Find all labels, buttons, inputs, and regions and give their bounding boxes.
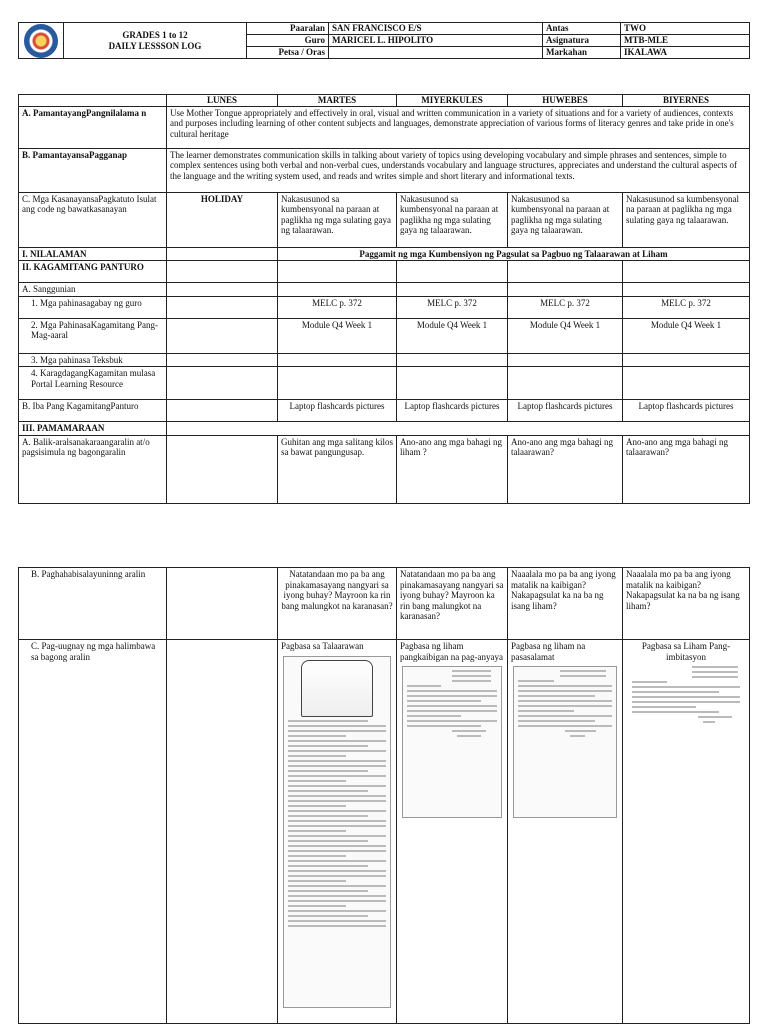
liham-imbitasyon-title: Pagbasa sa Liham Pang-imbitasyon (641, 641, 731, 662)
empty-cell (278, 367, 397, 400)
competency-miyerkules: Nakasusunod sa kumbensyonal na paraan at paglikha ng mga sulating gaya ng talaarawan. (397, 192, 508, 247)
empty-cell (397, 283, 508, 297)
pamamaraan-label: III. PAMAMARAAN (19, 422, 167, 436)
materials-martes: Laptop flashcards pictures (278, 400, 397, 422)
empty-cell (397, 261, 508, 283)
performance-standard-text: The learner demonstrates communication skills in talking about variety of topics using developing vocabulary and simple phrases and sentences, simple to complex sentences using both verbal and non-verbal cues, understands vocabulary and language structures, appreciates and understand the cultural aspects of the language and the writing system used, and reads and writes simple and short literary and informational texts. (167, 148, 750, 192)
title-line-1: GRADES 1 to 12 (122, 29, 188, 40)
balik-aral-biyernes: Ano-ano ang mga bahagi ng talaarawan? (623, 435, 750, 503)
petsa-label: Petsa / Oras (247, 47, 329, 59)
empty-cell (278, 353, 397, 367)
header-table (18, 22, 750, 59)
competency-biyernes: Nakasusunod sa kumbensyonal na paraan at paglikha ng mga sulating gaya ng talaarawan. (623, 192, 750, 247)
balik-aral-miyerkules: Ano-ano ang mga bahagi ng liham ? (397, 435, 508, 503)
day-header-huwebes: HUWEBES (508, 95, 623, 107)
corner-cell (19, 95, 167, 107)
asignatura-value: MTB-MLE (621, 35, 750, 47)
paghahabi-miyerkules: Natatandaan mo pa ba ang pinakamasayang nangyari sa iyong buhay? Mayroon ka rin bang malungkot na karanasan? (397, 568, 508, 640)
empty-cell (623, 353, 750, 367)
asignatura-label: Asignatura (543, 35, 621, 47)
day-header-miyerkules: MIYERKULES (397, 95, 508, 107)
empty-cell (397, 367, 508, 400)
pag-uugnay-biyernes (623, 640, 750, 1024)
nilalaman-lunes (167, 247, 278, 261)
melc-miyerkules: MELC p. 372 (397, 296, 508, 318)
pag-uugnay-martes (278, 640, 397, 1024)
empty-cell (508, 353, 623, 367)
guro-label: Guro (247, 35, 329, 47)
markahan-value: IKALAWA (621, 47, 750, 59)
melc-martes: MELC p. 372 (278, 296, 397, 318)
liham-paanyaya-title: Pagbasa ng liham pangkaibigan na pag-anyaya (400, 641, 503, 662)
diary-sample-image (283, 656, 391, 1008)
pag-uugnay-label: C. Pag-uugnay ng mga halimbawa sa bagong aralin (19, 640, 167, 1024)
student-drawing-icon (301, 660, 373, 717)
melc-biyernes: MELC p. 372 (623, 296, 750, 318)
empty-cell (167, 568, 278, 640)
markahan-label: Markahan (543, 47, 621, 59)
empty-cell (167, 367, 278, 400)
holiday-cell: HOLIDAY (167, 192, 278, 247)
day-header-biyernes: BIYERNES (623, 95, 750, 107)
iba-pang-kagamitan-label: B. Iba Pang KagamitangPanturo (19, 400, 167, 422)
empty-cell (167, 318, 278, 353)
paghahabi-martes: Natatandaan mo pa ba ang pinakamasayang nangyari sa iyong buhay? Mayroon ka rin bang malungkot na karanasan? (278, 568, 397, 640)
portal-resource-label: 4. KaragdagangKagamitan mulasa Portal Learning Resource (19, 367, 167, 400)
empty-cell (167, 296, 278, 318)
row-a-label: A. PamantayangPangnilalama n (19, 106, 167, 148)
empty-cell (167, 422, 750, 436)
module-huwebes: Module Q4 Week 1 (508, 318, 623, 353)
antas-label: Antas (543, 23, 621, 35)
competency-huwebes: Nakasusunod sa kumbensyonal na paraan at paglikha ng mga sulating gaya ng talaarawan. (508, 192, 623, 247)
pag-uugnay-miyerkules (397, 640, 508, 1024)
balik-aral-huwebes: Ano-ano ang mga bahagi ng talaarawan? (508, 435, 623, 503)
empty-cell (167, 435, 278, 503)
day-header-martes: MARTES (278, 95, 397, 107)
empty-cell (623, 261, 750, 283)
title-line-2: DAILY LESSSON LOG (108, 40, 202, 51)
paghahabi-huwebes: Naaalala mo pa ba ang iyong matalik na kaibigan? Nakapagsulat ka na ba ng isang liham? (508, 568, 623, 640)
empty-cell (167, 353, 278, 367)
balik-aral-label: A. Balik-aralsanakaraangaralin at/o pagsisimula ng bagongaralin (19, 435, 167, 503)
thank-you-letter-image (513, 666, 617, 818)
empty-cell (167, 261, 278, 283)
guro-pages-label: 1. Mga pahinasagabay ng guro (19, 296, 167, 318)
balik-aral-martes: Guhitan ang mga salitang kilos sa bawat pangungusap. (278, 435, 397, 503)
paghahabi-biyernes: Naaalala mo pa ba ang iyong matalik na kaibigan? Nakapagsulat ka na ba ng isang liham? (623, 568, 750, 640)
empty-cell (508, 367, 623, 400)
nilalaman-label: I. NILALAMAN (19, 247, 167, 261)
deped-seal-icon (19, 23, 64, 59)
invitation-card-image (628, 666, 744, 806)
empty-cell (623, 283, 750, 297)
empty-cell (508, 283, 623, 297)
liham-pasasalamat-title: Pagbasa ng liham na pasasalamat (511, 641, 586, 662)
empty-cell (508, 261, 623, 283)
talaarawan-title: Pagbasa sa Talaarawan (281, 641, 364, 651)
teksbuk-label: 3. Mga pahinasa Teksbuk (19, 353, 167, 367)
empty-cell (167, 283, 278, 297)
kagamitan-label: II. KAGAMITANG PANTURO (19, 261, 167, 283)
nilalaman-text: Paggamit ng mga Kumbensiyon ng Pagsulat sa Pagbuo ng Talaarawan at Liham (278, 247, 750, 261)
antas-value: TWO (621, 23, 750, 35)
mag-aaral-pages-label: 2. Mga PahinasaKagamitang Pang-Mag-aaral (19, 318, 167, 353)
pag-uugnay-huwebes (508, 640, 623, 1024)
module-biyernes: Module Q4 Week 1 (623, 318, 750, 353)
paaralan-label: Paaralan (247, 23, 329, 35)
lesson-table (18, 94, 750, 504)
empty-cell (623, 367, 750, 400)
row-c-label: C. Mga KasanayansaPagkatuto Isulat ang code ng bawatkasanayan (19, 192, 167, 247)
sanggunian-label: A. Sanggunian (19, 283, 167, 297)
petsa-value (329, 47, 543, 59)
paghahabi-label: B. Paghahabisalayuninng aralin (19, 568, 167, 640)
doc-title (64, 23, 247, 59)
content-standard-text: Use Mother Tongue appropriately and effectively in oral, visual and written communication in a variety of situations and for a variety of audiences, contexts and purposes including learning of other content subjects and languages, demonstrate appreciation of various forms of literacy genres and take pride in one's cultural heritage (167, 106, 750, 148)
melc-huwebes: MELC p. 372 (508, 296, 623, 318)
materials-miyerkules: Laptop flashcards pictures (397, 400, 508, 422)
competency-martes: Nakasusunod sa kumbensyonal na paraan at paglikha ng mga sulating gaya ng talaarawan. (278, 192, 397, 247)
empty-cell (278, 261, 397, 283)
empty-cell (167, 640, 278, 1024)
module-miyerkules: Module Q4 Week 1 (397, 318, 508, 353)
empty-cell (278, 283, 397, 297)
lesson-table-continued (18, 567, 750, 1024)
day-header-lunes: LUNES (167, 95, 278, 107)
empty-cell (167, 400, 278, 422)
empty-cell (397, 353, 508, 367)
module-martes: Module Q4 Week 1 (278, 318, 397, 353)
invitation-letter-image (402, 666, 502, 818)
guro-value: MARICEL L. HIPOLITO (329, 35, 543, 47)
materials-huwebes: Laptop flashcards pictures (508, 400, 623, 422)
row-b-label: B. PamantayansaPagganap (19, 148, 167, 192)
paaralan-value: SAN FRANCISCO E/S (329, 23, 543, 35)
materials-biyernes: Laptop flashcards pictures (623, 400, 750, 422)
